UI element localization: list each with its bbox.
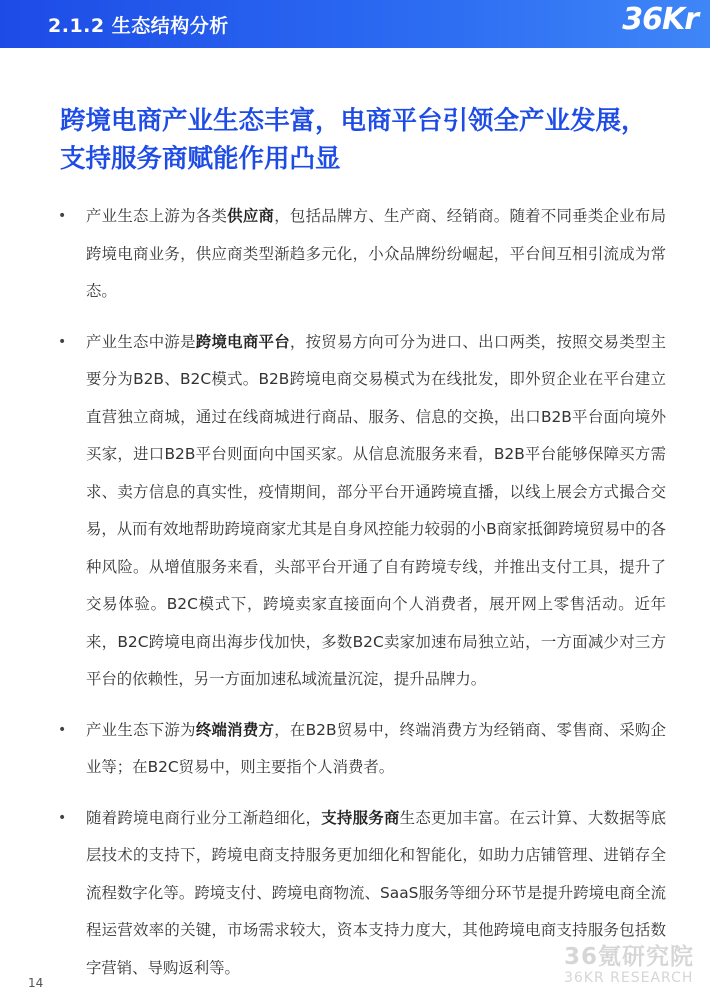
keyword-consumer: 终端消费方 [195,720,275,739]
paragraph-text: 产业生态中游是跨境电商平台，按贸易方向可分为进口、出口两类，按照交易类型主要分为B2B、B2C模式。B2B跨境电商交易模式为在线批发，即外贸企业在平台建立直营独立商城，通过在线商城进行商品、服务、信息的交换，出口B2B平台面向境外买家，进口B2B平台则面向中国买家。从信息流服务来看，B2B平台能够保障买方需求、卖方信息的真实性，疫情期间，部分平台开通跨境直播，以线上展会方式撮合交易，从而有效地帮助跨境商家尤其是自身风控能力较弱的小B商家抵御跨境贸易中的各种风险。从增值服务来看，头部平台开通了自有跨境专线，并推出支付工具，提升了交易体验。B2C模式下，跨境卖家直接面向个人消费者，展开网上零售活动。近年来，B2C跨境电商出海步伐加快，多数B2C卖家加速布局独立站，一方面减少对三方平台的依赖性，另一方面加速私域流量沉淀，提升品牌力。 [86,332,667,688]
paragraph-upstream [58,198,666,311]
body-content [58,198,666,1000]
keyword-platform: 跨境电商平台 [195,332,290,351]
bullet-icon: • [58,809,67,826]
bullet-icon: • [58,208,67,224]
bullet-icon: • [58,333,67,350]
paragraph-text: 随着跨境电商行业分工渐趋细化，支持服务商生态更加丰富。在云计算、大数据等底层技术的支持下，跨境电商支持服务更加细化和智能化，如助力店铺管理、进销存全流程数字化等。跨境支付、跨境电商物流、SaaS服务等细分环节是提升跨境电商全流程运营效率的关键，市场需求较大，资本支持力度大，其他跨境电商支持服务包括数字营销、导购返利等。 [86,808,666,977]
paragraph-midstream [58,324,666,699]
paragraph-text: 产业生态下游为终端消费方，在B2B贸易中，终端消费方为经销商、零售商、采购企业等；在B2C贸易中，则主要指个人消费者。 [86,720,666,776]
bullet-icon: • [58,721,67,738]
paragraph-downstream [58,712,666,787]
watermark-en: 36KR RESEARCH [563,970,694,986]
keyword-service-provider: 支持服务商 [321,808,400,827]
watermark-cn: 36氪研究院 [563,944,694,970]
paragraph-text: 产业生态上游为各类供应商，包括品牌方、生产商、经销商。随着不同垂类企业布局跨境电商业务，供应商类型渐趋多元化，小众品牌纷纷崛起，平台间互相引流成为常态。 [86,207,666,300]
page-headline: 跨境电商产业生态丰富，电商平台引领全产业发展，支持服务商赋能作用凸显 [60,106,647,174]
research-watermark [564,944,694,986]
keyword-supplier: 供应商 [227,207,275,225]
section-title: 2.1.2 生态结构分析 [48,15,229,37]
brand-logo: 36Kr [622,2,698,37]
header-bar [0,0,710,48]
page-number: 14 [28,976,44,990]
